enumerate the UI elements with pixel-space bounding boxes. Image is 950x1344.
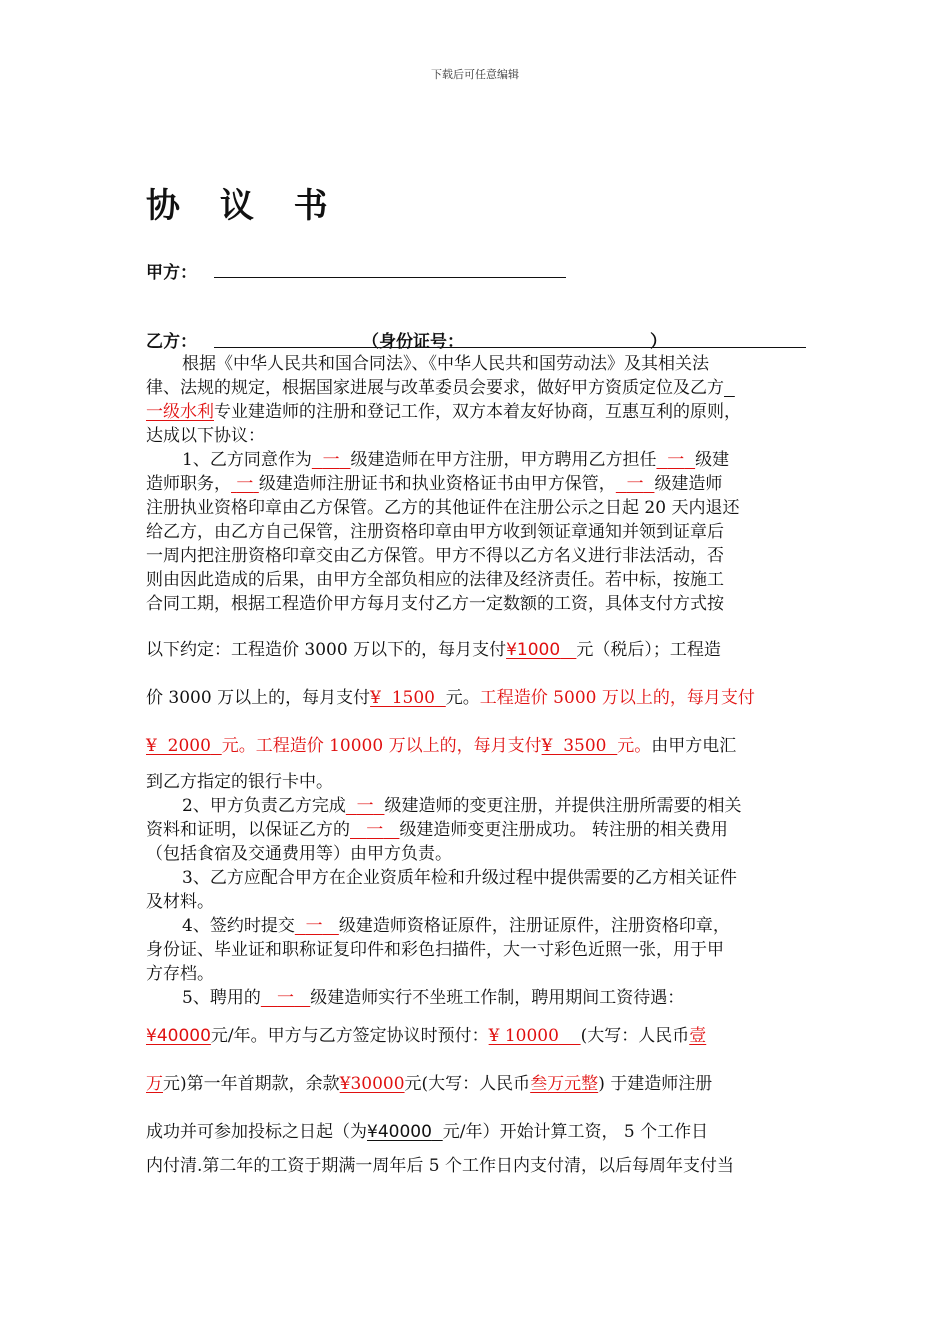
body-text: 合同工期，根据工程造价甲方每月支付乙方一定数额的工资，具体支付方式按 [146,594,724,614]
body-text: 以下约定：工程造价 3000 万以下的，每月支付 [146,640,507,660]
id-number-label: （身份证号： [362,332,464,352]
body-text: 元。 [617,736,652,756]
body-line [146,1072,808,1096]
body-text: 元/年）开始计算工资， 5 个工作日 [442,1122,709,1142]
annual-salary: ¥40000 [367,1122,432,1142]
body-text: 内付清.第二年的工资于期满一周年后 5 个工作日内支付清，以后每周年支付当 [146,1156,735,1176]
level-field: 一 [236,474,254,494]
salary-amount: ¥ 3500 [541,736,607,756]
body-line [146,986,808,1010]
body-line [146,938,808,962]
body-text: 级建造师注册证书和执业资格证书由甲方保管， [258,474,616,494]
body-line [146,496,808,520]
body-text: 则由因此造成的后果，由甲方全部负相应的法律及经济责任。若中标，按施工 [146,570,724,590]
body-text: 级建造师 [654,474,723,494]
body-line [146,962,808,986]
salary-amount: ¥1000 [506,640,561,660]
amount-in-words: 壹 [689,1026,707,1046]
body-text: 元)第一年首期款，余款 [163,1074,340,1094]
body-text: 成功并可参加投标之日起（为 [146,1122,367,1142]
body-text: 元。 [445,688,480,708]
amount-in-words: 叁万元整 [530,1074,599,1094]
body-line [146,424,808,448]
body-text: 级建造师实行不坐班工作制，聘用期间工资待遇： [310,988,685,1008]
body-line [146,1154,808,1178]
body-text: 身份证、毕业证和职称证复印件和彩色扫描件，大一寸彩色近照一张，用于甲 [146,940,724,960]
body-line [146,1024,808,1048]
body-line [146,638,808,662]
body-text: 元/年。甲方与乙方签定协议时预付： [210,1026,489,1046]
body-line [146,686,808,710]
body-line [146,376,808,400]
salary-amount: ¥ 2000 [146,736,211,756]
body-line [146,544,808,568]
amount-in-words: 万 [146,1074,163,1094]
body-text: 专业建造师的注册和登记工作，双方本着友好协商，互惠互利的原则， [214,402,741,422]
body-text: 3、乙方应配合甲方在企业资质年检和升级过程中提供需要的乙方相关证件 [182,868,737,888]
body-text: 级建造师的变更注册，并提供注册所需要的相关 [384,796,742,816]
level-field: 一 [322,450,340,470]
body-text: 给乙方，由乙方自己保管，注册资格印章由甲方收到领证章通知并领到证章后 [146,522,724,542]
body-text: 及材料。 [146,892,214,912]
body-line [146,520,808,544]
body-text: 资料和证明，以保证乙方的 [146,820,350,840]
body-text: 由甲方电汇 [651,736,737,756]
level-field: 一 [305,916,323,936]
party-a-label: 甲方： [146,263,197,283]
body-line [146,592,808,616]
body-line [146,734,808,758]
body-text: 方存档。 [146,964,214,984]
body-line [146,794,808,818]
body-line [146,352,808,376]
body-line [146,568,808,592]
prepay-amount: ¥ 10000 [488,1026,559,1046]
body-text: 2、甲方负责乙方完成 [182,796,346,816]
body-text: ) 于建造师注册 [598,1074,713,1094]
body-line [146,866,808,890]
salary-amount: ¥40000 [146,1026,211,1046]
body-line [146,842,808,866]
body-line [146,1120,808,1144]
level-field: 一 [356,796,374,816]
body-text: 一周内把注册资格印章交由乙方保管。甲方不得以乙方名义进行非法活动，否 [146,546,724,566]
body-text: 元(大写：人民币 [404,1074,531,1094]
document-title: 协 议 书 [146,186,342,226]
body-text: 级建造师变更注册成功。 转注册的相关费用 [399,820,728,840]
body-text: 律、法规的规定，根据国家进展与改革委员会要求，做好甲方资质定位及乙方 [146,378,724,398]
level-field: 一 [277,988,295,1008]
body-text: 元（税后）；工程造 [576,640,721,660]
header-note: 下载后可任意编辑 [431,68,519,81]
id-number-close: ） [650,332,667,352]
body-line [146,890,808,914]
body-line [146,472,808,496]
party-b-label: 乙方： [146,332,197,352]
body-line [146,818,808,842]
body-text: 5、聘用的 [182,988,261,1008]
body-line [146,400,808,424]
specialty-field: 一级水利 [146,402,214,422]
body-text: 到乙方指定的银行卡中。 [146,772,333,792]
body-text: 4、签约时提交 [182,916,295,936]
level-field: 一 [366,820,384,840]
body-line [146,914,808,938]
body-text: 注册执业资格印章由乙方保管。乙方的其他证件在注册公示之日起 20 天内退还 [146,498,740,518]
body-text: 级建造师在甲方注册，甲方聘用乙方担任 [350,450,657,470]
body-text: 根据《中华人民共和国合同法》、《中华人民共和国劳动法》及其相关法 [182,354,709,374]
level-field: 一 [667,450,685,470]
body-text: 达成以下协议： [146,426,265,446]
body-text: 元。工程造价 10000 万以上的，每月支付 [221,736,542,756]
body-line [146,448,808,472]
body-text: （包括食宿及交通费用等）由甲方负责。 [146,844,452,864]
agreement-body [146,352,808,1178]
body-line [146,770,808,794]
body-text: 1、乙方同意作为 [182,450,312,470]
salary-amount: ¥ 1500 [370,688,435,708]
body-text: 级建 [695,450,730,470]
balance-amount: ¥30000 [339,1074,405,1094]
body-text: 工程造价 5000 万以上的，每月支付 [479,688,755,708]
body-text: (大写：人民币 [580,1026,690,1046]
body-text: 级建造师资格证原件，注册证原件，注册资格印章， [338,916,730,936]
body-text: 价 3000 万以上的，每月支付 [146,688,371,708]
party-a-blank[interactable] [214,277,566,278]
level-field: 一 [626,474,644,494]
body-text: 造师职务， [146,474,231,494]
party-b-blank[interactable] [214,347,806,348]
